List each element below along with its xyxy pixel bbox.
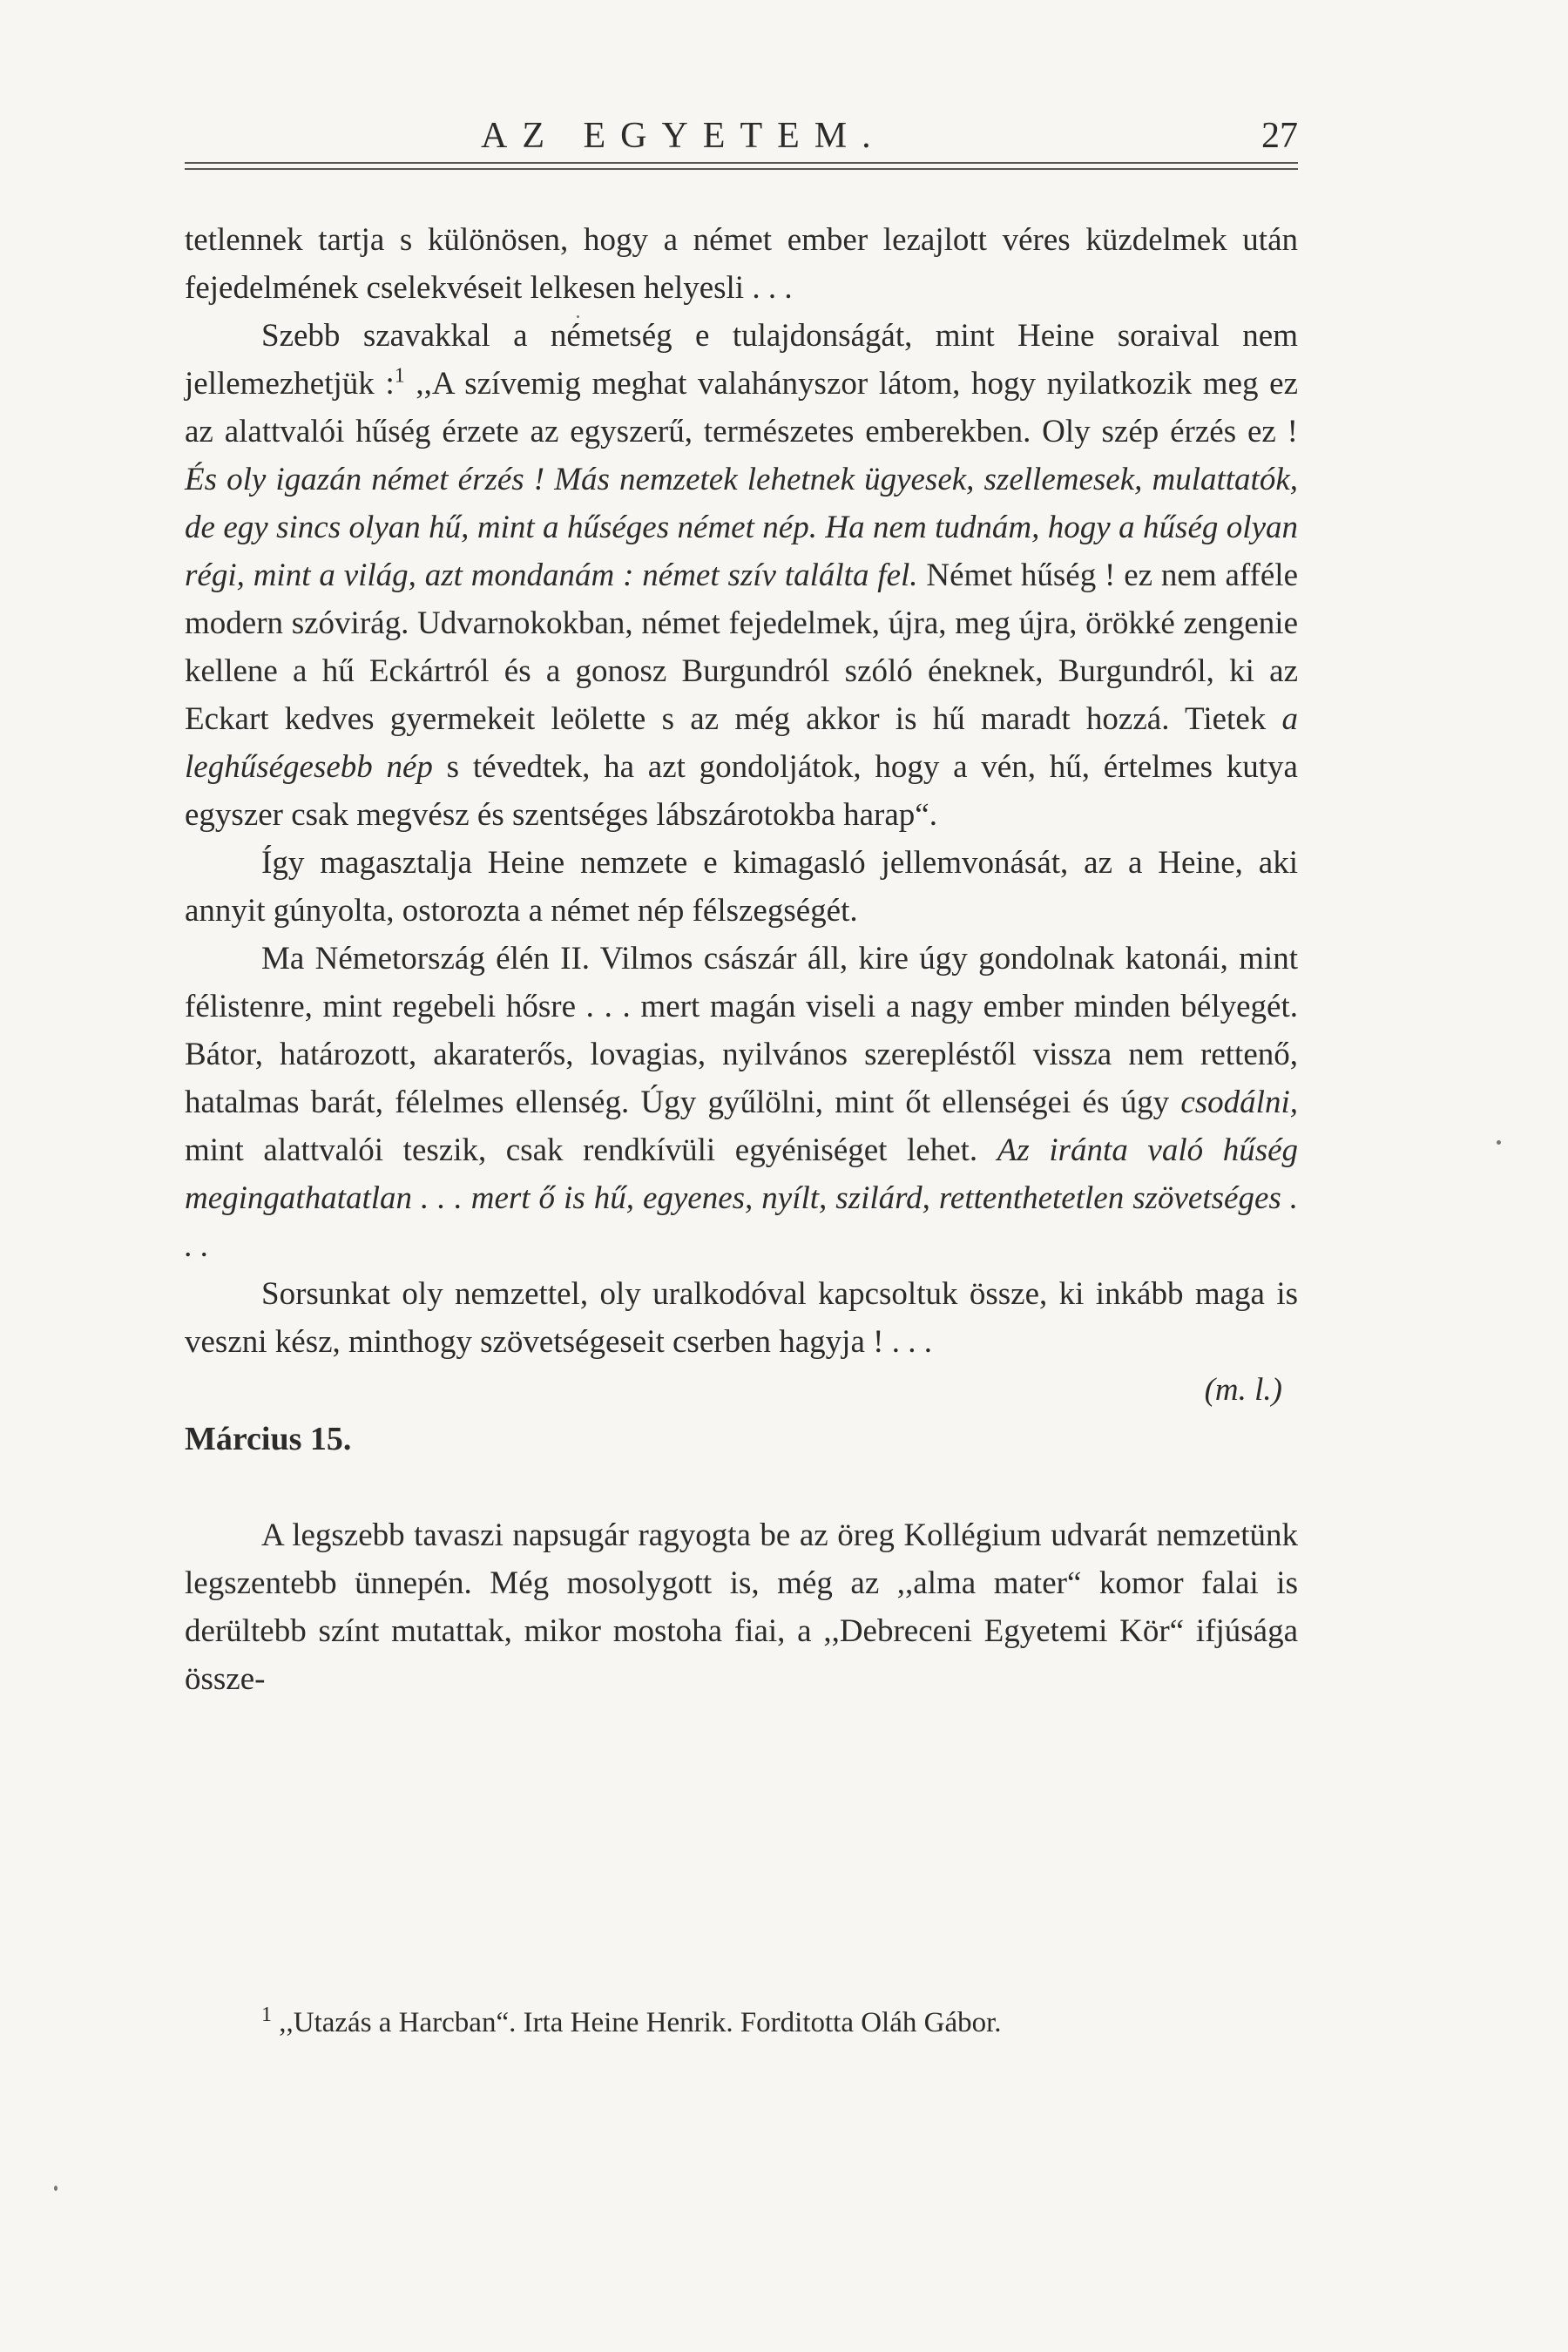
speck [577,315,579,318]
header-rule-top [185,162,1298,164]
paragraph-heine-quote [185,312,1298,839]
italic-run: csodálni, [1180,1085,1298,1120]
italic-run: És oly igazán német érzés ! Más nemzetek lehetnek ügyesek, szellemesek, mulattatók, de egy sincs olyan hű, mint a hűséges német nép. Ha nem tudnám, hogy a hűség olyan régi, mint a világ, azt mondanám : német szív találta fel. [185,462,1298,593]
footnote [261,2002,1298,2044]
text-run: Ma Németország élén II. Vilmos császár áll, kire úgy gondolnak katonái, mint félistenre, mint regebeli hősre . . . mert magán viseli a nagy ember minden bélyegét. Bátor, határozott, akaraterős, lovagias, nyilvános szerepléstől vissza nem rettenő, hatalmas barát, félelmes ellenség. Úgy gyűlölni, mint őt ellenségei és úgy [185,941,1298,1120]
text-run: ,,A szívemig meghat valahányszor látom, hogy nyilatkozik meg ez az alattvalói hűség érzete az egyszerű, természetes emberekben. Oly szép érzés ez ! [185,366,1298,449]
footnote-text: ,,Utazás a Harcban“. Irta Heine Henrik. Forditotta Oláh Gábor. [272,2007,1002,2038]
running-title: AZ EGYETEM. [481,116,886,156]
author-signature [185,1366,1298,1414]
paragraph-heine-praise: Így magasztalja Heine nemzete e kimagasló jellemvonását, az a Heine, aki annyit gúnyolta, ostorozta a német nép félszegségét. [185,845,1298,929]
signature-text: (m. l.) [1204,1372,1282,1408]
text-run: mint alattvalói teszik, csak rendkívüli egyéniséget lehet. [185,1132,997,1168]
page-number: 27 [1261,116,1298,156]
text-run: Német hűség ! ez nem afféle modern szóvirág. Udvarnokokban, német fejedelmek, újra, meg újra, örökké zengenie kellene a hű Eckártról és a gonosz Burgundról szóló éneknek, Burgundról, ki az Eckart kedves gyermekeit leölette s az még akkor is hű maradt hozzá. Tietek [185,558,1299,737]
italic-run: Az iránta való hűség megingathatatlan . . . mert ő is hű, egyenes, nyílt, szilárd, rettenthetetlen szövetséges . . . [185,1132,1299,1264]
page-header [185,113,1298,159]
speck [1497,1140,1501,1145]
section-heading: Március 15. [185,1421,352,1457]
section-spacer [185,1463,1298,1511]
italic-run: a leghűségesebb nép [185,701,1298,785]
paragraph-wilhelm [185,935,1298,1270]
text-run: s tévedtek, ha azt gondoljátok, hogy a vén, hű, értelmes kutya egyszer csak megvész és szentséges lábszárotokba harap“. [185,749,1298,833]
paragraph-alliance: Sorsunkat oly nemzettel, oly uralkodóval kapcsoltuk össze, ki inkább maga is veszni kész, minthogy szövetségeseit cserben hagyja ! . . . [185,1276,1298,1360]
text-run: Szebb szavakkal a németség e tulajdonságát, mint Heine soraival nem jellemezhetjük : [185,318,1298,402]
paragraph-march-15: A legszebb tavaszi napsugár ragyogta be az öreg Kollégium udvarát nemzetünk legszentebb ünnepén. Még mosolygott is, még az ,,alma mater“ komor falai is derültebb színt mutattak, mikor mostoha fiai, a ,,Debreceni Egyetemi Kör“ ifjúsága össze- [185,1517,1298,1697]
speck [54,2186,57,2191]
footnote-reference: 1 [394,364,405,388]
header-rule-bottom [185,168,1298,170]
paragraph-continued: tetlennek tartja s különösen, hogy a német ember lezajlott véres küzdelmek után fejedelmének cselekvéseit lelkesen helyesli . . . [185,222,1298,306]
body-text [185,216,1298,1703]
footnote-marker: 1 [261,2004,272,2026]
